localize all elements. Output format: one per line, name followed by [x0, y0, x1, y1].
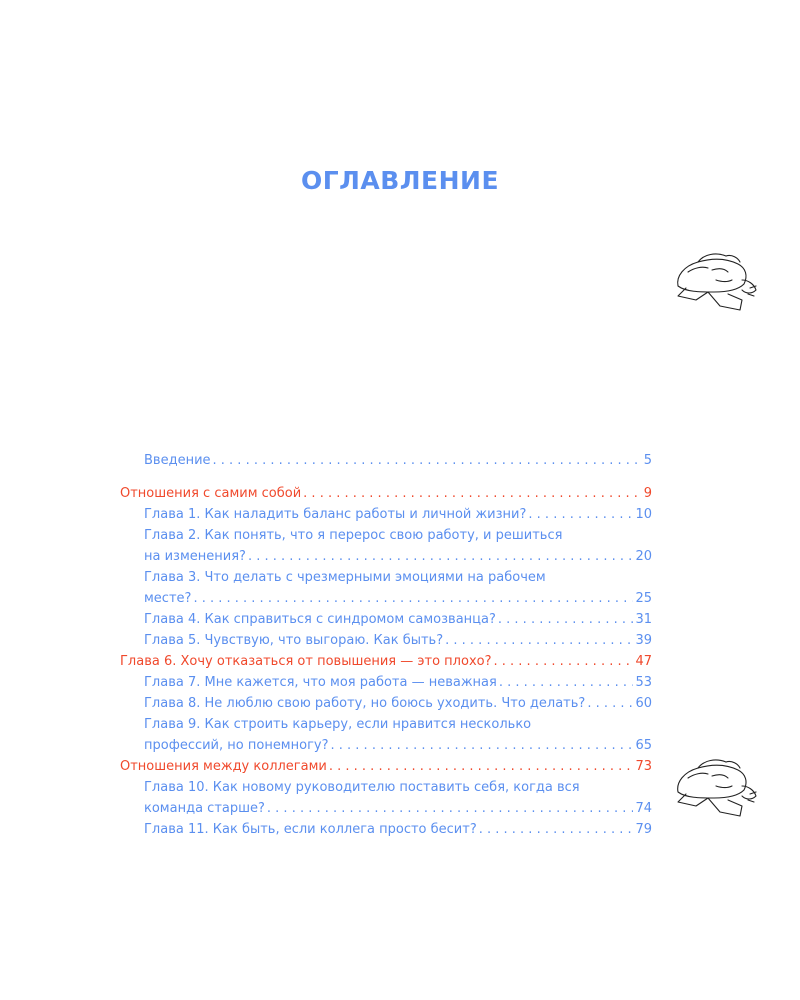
toc-entry-page: 20	[635, 549, 652, 564]
toc-entry-label: Отношения с самим собой	[120, 486, 302, 501]
toc-entry-page: 74	[635, 801, 652, 816]
toc-entry-label-line: Глава 9. Как строить карьеру, если нравится несколько	[144, 717, 532, 732]
toc-entry-label-line: Глава 2. Как понять, что я перерос свою работу, и решиться	[144, 528, 563, 543]
toc-entry-page: 25	[635, 591, 652, 606]
toc-entry-introduction[interactable]	[120, 450, 652, 471]
toc-chapter-11[interactable]	[120, 819, 652, 840]
toc-entry-label: Глава 7. Мне кажется, что моя работа — неважная	[144, 675, 497, 690]
toc-entry-label: месте?	[144, 591, 192, 606]
toc-chapter-10[interactable]	[120, 777, 652, 819]
toc-entry-page: 65	[635, 738, 652, 753]
toc-entry-label: Глава 6. Хочу отказаться от повышения — это плохо?	[120, 654, 492, 669]
toc-chapter-9[interactable]	[120, 714, 652, 756]
page-title: ОГЛАВЛЕНИЕ	[300, 166, 500, 195]
toc-chapter-8[interactable]	[120, 693, 652, 714]
toc-entry-label: Глава 8. Не люблю свою работу, но боюсь уходить. Что делать?	[144, 696, 586, 711]
toc-entry-page: 60	[635, 696, 652, 711]
toc-part-colleagues[interactable]	[120, 756, 652, 777]
toc-entry-page: 79	[635, 822, 652, 837]
toc-part-self[interactable]	[120, 483, 652, 504]
toc-entry-label: Отношения между коллегами	[120, 759, 327, 774]
toc-entry-label-line: Глава 3. Что делать с чрезмерными эмоциями на рабочем	[144, 570, 546, 585]
table-of-contents	[120, 450, 652, 840]
doodle-figure-icon	[668, 756, 762, 822]
toc-chapter-5[interactable]	[120, 630, 652, 651]
toc-entry-label: Глава 4. Как справиться с синдромом самозванца?	[144, 612, 496, 627]
toc-chapter-3[interactable]	[120, 567, 652, 609]
toc-entry-page: 39	[635, 633, 652, 648]
toc-entry-page: 9	[643, 486, 652, 501]
toc-entry-label: Введение	[144, 453, 211, 468]
toc-entry-label: профессий, но понемногу?	[144, 738, 329, 753]
toc-chapter-1[interactable]	[120, 504, 652, 525]
toc-entry-page: 10	[635, 507, 652, 522]
toc-entry-page: 31	[635, 612, 652, 627]
toc-entry-label-line: Глава 10. Как новому руководителю поставить себя, когда вся	[144, 780, 580, 795]
toc-chapter-6[interactable]	[120, 651, 652, 672]
toc-chapter-4[interactable]	[120, 609, 652, 630]
toc-entry-page: 47	[635, 654, 652, 669]
toc-entry-page: 53	[635, 675, 652, 690]
toc-entry-page: 73	[635, 759, 652, 774]
toc-chapter-7[interactable]	[120, 672, 652, 693]
toc-chapter-2[interactable]	[120, 525, 652, 567]
toc-entry-label: команда старше?	[144, 801, 265, 816]
toc-entry-label: на изменения?	[144, 549, 246, 564]
toc-entry-page: 5	[643, 453, 652, 468]
toc-entry-label: Глава 11. Как быть, если коллега просто бесит?	[144, 822, 477, 837]
toc-entry-label: Глава 1. Как наладить баланс работы и личной жизни?	[144, 507, 527, 522]
toc-entry-label: Глава 5. Чувствую, что выгораю. Как быть?	[144, 633, 444, 648]
doodle-figure-icon	[668, 250, 762, 316]
